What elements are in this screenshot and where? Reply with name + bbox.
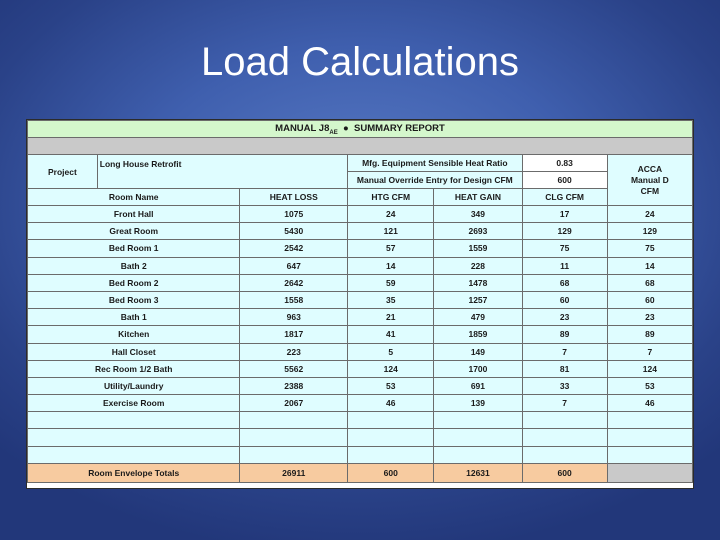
total-clg-cfm: 600 [522, 463, 607, 482]
slide-title: Load Calculations [201, 40, 519, 84]
empty-row [28, 412, 693, 429]
room-rows [28, 206, 693, 464]
summary-report-sheet [26, 119, 694, 489]
table-row: Bed Room 2 2642 59 1478 68 68 [28, 274, 693, 291]
report-title: MANUAL $J8_{AE}$ ● SUMMARY REPORT [28, 121, 693, 138]
totals-blank-cell [607, 463, 692, 482]
table-row: Bed Room 1 2542 57 1559 75 75 [28, 240, 693, 257]
table-row: Utility/Laundry 2388 53 691 33 53 [28, 377, 693, 394]
project-name: Long House Retrofit [97, 155, 347, 189]
project-label: Project [28, 155, 98, 189]
total-htg-cfm: 600 [348, 463, 434, 482]
table-row: Bath 2 647 14 228 11 14 [28, 257, 693, 274]
total-heat-gain: 12631 [434, 463, 522, 482]
ratio-value: 0.83 [522, 155, 607, 172]
table-row: Front Hall 1075 24 349 17 24 [28, 206, 693, 223]
override-value: 600 [522, 172, 607, 189]
table-row: Great Room 5430 121 2693 129 129 [28, 223, 693, 240]
table-row: Kitchen 1817 41 1859 89 89 [28, 326, 693, 343]
totals-row [28, 463, 693, 482]
summary-report-table [27, 120, 693, 483]
table-row: Bed Room 3 1558 35 1257 60 60 [28, 291, 693, 308]
acca-manual-d-header: ACCA Manual D CFM [607, 155, 692, 206]
header-room-name: Room Name [28, 189, 240, 206]
ratio-label: Mfg. Equipment Sensible Heat Ratio [348, 155, 522, 172]
table-row: Hall Closet 223 5 149 7 7 [28, 343, 693, 360]
column-header-row [28, 189, 693, 206]
header-heat-gain: HEAT GAIN [434, 189, 522, 206]
empty-row [28, 446, 693, 463]
ratio-row [28, 155, 693, 172]
table-row: Exercise Room 2067 46 139 7 46 [28, 395, 693, 412]
override-label: Manual Override Entry for Design CFM [348, 172, 522, 189]
totals-label: Room Envelope Totals [28, 463, 240, 482]
total-heat-loss: 26911 [240, 463, 348, 482]
empty-row [28, 429, 693, 446]
header-htg-cfm: HTG CFM [348, 189, 434, 206]
table-row: Rec Room 1/2 Bath 5562 124 1700 81 124 [28, 360, 693, 377]
header-heat-loss: HEAT LOSS [240, 189, 348, 206]
table-row: Bath 1 963 21 479 23 23 [28, 309, 693, 326]
spacer-row [28, 138, 693, 155]
report-title-row [28, 121, 693, 138]
header-clg-cfm: CLG CFM [522, 189, 607, 206]
